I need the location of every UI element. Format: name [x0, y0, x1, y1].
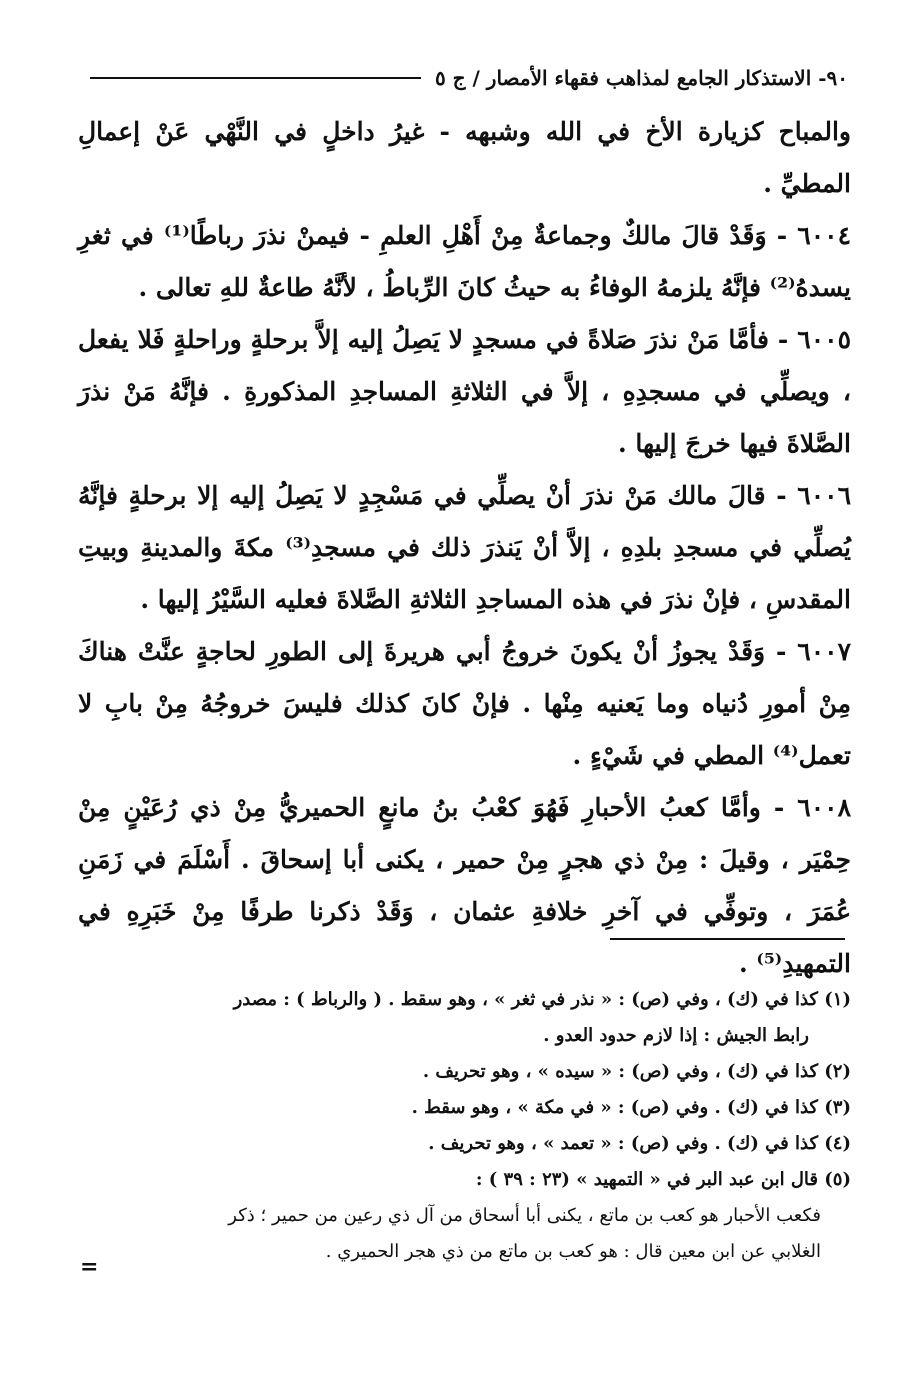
- footnote-5-quote-line-1: فكعب الأحبار هو كعب بن ماتع ، يكنى أبا أسحاق من آل ذي رعين من حمير ؛ ذكر: [228, 1205, 821, 1226]
- header-title: ٩٠- الاستذكار الجامع لمذاهب فقهاء الأمصار / ج ٥: [434, 66, 848, 90]
- paragraph-6004: ٦٠٠٤ - وَقَدْ قالَ مالكٌ وجماعةٌ مِنْ أَهْلِ العلمِ - فيمنْ نذرَ رباطًا⁽¹⁾ في ثغرِ يسدهُ⁽²⁾ فإنَّهُ يلزمهُ الوفاءُ به حيثُ كانَ الرِّباطُ ، لأنَّهُ طاعةٌ للهِ تعالى .: [78, 221, 851, 302]
- continuation-mark: =: [80, 1254, 99, 1280]
- footnotes: [78, 982, 851, 1270]
- paragraph-6007: ٦٠٠٧ - وَقَدْ يجوزُ أنْ يكونَ خروجُ أبي هريرةَ إلى الطورِ لحاجةٍ عنَّتْ هناكَ مِنْ أمورِ دُنياه وما يَعنيه مِنْها . فإنْ كانَ كذلك فليسَ خروجُهُ مِنْ بابِ لا تعمل⁽⁴⁾ المطي في شَيْءٍ .: [78, 637, 851, 770]
- footnote-4: (٤) كذا في (ك) . وفي (ص) : « تعمد » ، وهو تحريف .: [428, 1133, 851, 1154]
- footnote-1-continuation: رابط الجيش : إذا لازم حدود العدو .: [543, 1025, 809, 1046]
- main-text: [78, 106, 851, 990]
- footnote-separator: [610, 938, 845, 940]
- footnote-1: (١) كذا في (ك) ، وفي (ص) : « نذر في ثغر » ، وهو سقط . ( والرباط ) : مصدر: [233, 989, 851, 1010]
- paragraph-6005: ٦٠٠٥ - فأمَّا مَنْ نذرَ صَلاةً في مسجدٍ لا يَصِلُ إليه إلاَّ برحلةٍ وراحلةٍ فَلا يفعل ، ويصلِّي في مسجدِهِ ، إلاَّ في الثلاثةِ المساجدِ المذكورةِ . فإنَّهُ مَنْ نذرَ الصَّلاةَ فيها خرجَ إليها .: [78, 325, 851, 458]
- footnote-3: (٣) كذا في (ك) . وفي (ص) : « في مكة » ، وهو سقط .: [411, 1097, 851, 1118]
- paragraph-6008: ٦٠٠٨ - وأمَّا كعبُ الأحبارِ فَهُوَ كعْبُ بنُ مانعٍ الحميريُّ مِنْ ذي رُعَيْنٍ مِنْ حِمْيَر ، وقيلَ : مِنْ ذي هجرٍ مِنْ حمير ، يكنى أبا إسحاقَ . أَسْلَمَ في زَمَنِ عُمَرَ ، وتوفِّي في آخرِ خلافةِ عثمان ، وَقَدْ ذكرنا طرفًا مِنْ خَبَرِهِ في التمهيدِ⁽⁵⁾ .: [78, 793, 851, 978]
- running-header: [90, 60, 848, 96]
- footnote-5: (٥) قال ابن عبد البر في « التمهيد » (٢٣ : ٣٩ ) :: [475, 1169, 851, 1190]
- footnote-2: (٢) كذا في (ك) ، وفي (ص) : « سيده » ، وهو تحريف .: [422, 1061, 851, 1082]
- footnote-5-quote: [78, 1198, 851, 1270]
- paragraph-6006: ٦٠٠٦ - قالَ مالك مَنْ نذرَ أنْ يصلِّي في مَسْجِدٍ لا يَصِلُ إليه إلا برحلةٍ فإنَّهُ يُصلِّي في مسجدِ بلدِهِ ، إلاَّ أنْ يَنذرَ ذلك في مسجدِ⁽³⁾ مكةَ والمدينةِ وبيتِ المقدسِ ، فإنْ نذرَ في هذه المساجدِ الثلاثةِ الصَّلاةَ فعليه السَّيْرُ إليها .: [78, 481, 851, 614]
- footnote-5-quote-line-2: الغلابي عن ابن معين قال : هو كعب بن ماتع من ذي هجر الحميري .: [325, 1241, 821, 1262]
- paragraph-1: والمباح كزيارة الأخ في الله وشبهه - غيرُ داخلٍ في النَّهْي عَنْ إعمالِ المطيِّ .: [78, 117, 851, 198]
- header-rule: [90, 77, 421, 79]
